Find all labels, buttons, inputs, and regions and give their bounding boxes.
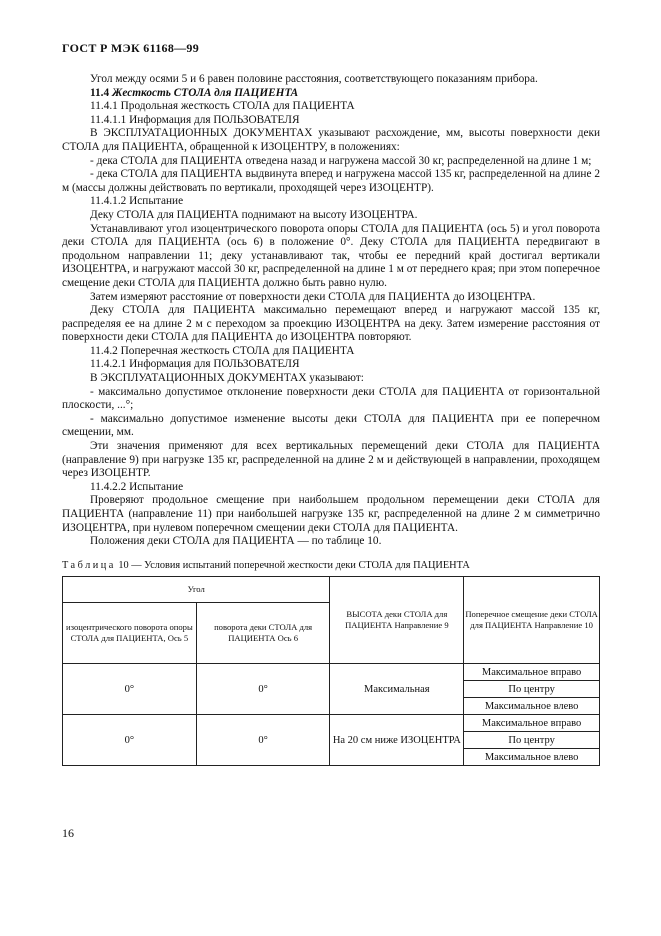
list-item: - дека СТОЛА для ПАЦИЕНТА отведена назад и нагружена массой 30 кг, распределенной на длине 1 м; [90,154,592,167]
cell-shift: Максимальное вправо [464,715,600,732]
paragraph: В ЭКСПЛУАТАЦИОННЫХ ДОКУМЕНТАХ указывают: [90,372,364,385]
subsection-heading: 11.4.1.2 Испытание [90,195,184,208]
section-heading [62,87,600,101]
paragraph: Затем измеряют расстояние от поверхности деки СТОЛА для ПАЦИЕНТА до ИЗОЦЕНТРА. [90,290,536,303]
conditions-table [62,576,600,766]
paragraph: Положения деки СТОЛА для ПАЦИЕНТА — по таблице 10. [90,535,382,548]
cell-axis6: 0° [196,664,330,715]
paragraph: Угол между осями 5 и 6 равен половине расстояния, соответствующего показаниям прибора. [90,73,538,85]
section-number: 11.4 [90,86,110,99]
table-row [63,715,600,732]
subsection-heading: 11.4.2.1 Информация для ПОЛЬЗОВАТЕЛЯ [90,358,300,371]
section-title: Жесткость СТОЛА для ПАЦИЕНТА [111,86,299,99]
paragraph: Эти значения применяют для всех вертикальных перемещений деки СТОЛА для ПАЦИЕНТА (направление 9) при нагрузке 135 кг, распределенной на длине 2 м и действующей в направлении, проходящем через ИЗОЦЕНТР. [62,440,600,480]
header-shift: Поперечное смещение деки СТОЛА для ПАЦИЕНТА Направление 10 [464,577,600,664]
list-item: - максимально допустимое отклонение поверхности деки СТОЛА для ПАЦИЕНТА от горизонтальной плоскости, ...°; [62,385,600,412]
cell-shift: Максимальное влево [464,749,600,766]
cell-height: Максимальная [330,664,464,715]
paragraph: Устанавливают угол изоцентрического поворота опоры СТОЛА для ПАЦИЕНТА (ось 5) и угол поворота деки СТОЛА для ПАЦИЕНТА (ось 6) в положение 0°. Деку СТОЛА для ПАЦИЕНТА передвигают в продольном направлении 11; деку устанавливают так, чтобы ее передний край достигал вертикали ИЗОЦЕНТРА, и нагружают массой 30 кг, распределенной на длине 1 м от переднего края; при этом поперечное смещение деки СТОЛА для ПАЦИЕНТА должно быть равно нулю. [62,222,600,289]
subsection-heading: 11.4.1.1 Информация для ПОЛЬЗОВАТЕЛЯ [90,113,300,126]
document-header: ГОСТ Р МЭК 61168—99 [62,41,200,55]
paragraph: В ЭКСПЛУАТАЦИОННЫХ ДОКУМЕНТАХ указывают расхождение, мм, высоты поверхности деки СТОЛА для ПАЦИЕНТА, обращенной к ИЗОЦЕНТРУ, в положениях: [62,127,600,153]
page-number: 16 [62,826,74,840]
paragraph: Деку СТОЛА для ПАЦИЕНТА поднимают на высоту ИЗОЦЕНТРА. [90,208,418,221]
table-row [63,664,600,681]
header-height: ВЫСОТА деки СТОЛА для ПАЦИЕНТА Направление 9 [330,577,464,664]
subsection-heading: 11.4.2.2 Испытание [90,480,184,493]
table-caption [62,560,602,571]
list-item: - максимально допустимое изменение высоты деки СТОЛА для ПАЦИЕНТА при ее поперечном смещении, мм. [62,412,600,439]
subsection-heading: 11.4.1 Продольная жесткость СТОЛА для ПАЦИЕНТА [90,100,355,113]
header-angle: Угол [63,577,330,603]
header-axis5: изоцентрического поворота опоры СТОЛА для ПАЦИЕНТА, Ось 5 [63,603,197,664]
subsection-heading: 11.4.2 Поперечная жесткость СТОЛА для ПАЦИЕНТА [90,344,355,357]
table-caption-text: 10 — Условия испытаний поперечной жесткости деки СТОЛА для ПАЦИЕНТА [118,560,470,571]
cell-shift: Максимальное влево [464,698,600,715]
table-caption-word: Таблица [62,560,116,571]
document-body [62,73,600,549]
cell-height: На 20 см ниже ИЗОЦЕНТРА [330,715,464,766]
cell-axis5: 0° [63,664,197,715]
header-axis6: поворота деки СТОЛА для ПАЦИЕНТА Ось 6 [196,603,330,664]
cell-shift: По центру [464,732,600,749]
paragraph: Проверяют продольное смещение при наибольшем продольном перемещении деки СТОЛА для ПАЦИЕНТА (направление 11) при наибольшей нагрузке 135 кг, распределенной на длине 2 м симметрично ИЗОЦЕНТРА, при нулевом поперечном смещении деки СТОЛА для ПАЦИЕНТА. [62,494,600,534]
cell-shift: Максимальное вправо [464,664,600,681]
cell-shift: По центру [464,681,600,698]
cell-axis6: 0° [196,715,330,766]
list-item: - дека СТОЛА для ПАЦИЕНТА выдвинута вперед и нагружена массой 135 кг, распределенной на длине 2 м (массы должны действовать по вертикали, проходящей через ИЗОЦЕНТР). [62,168,600,194]
table-header-row [63,577,600,603]
cell-axis5: 0° [63,715,197,766]
paragraph: Деку СТОЛА для ПАЦИЕНТА максимально перемещают вперед и нагружают массой 135 кг, распределяя ее на длине 2 м с переходом за проекцию ИЗОЦЕНТРА на деку. Затем измерение расстояния от поверхности деки СТОЛА для ПАЦИЕНТА до ИЗОЦЕНТРА повторяют. [62,304,600,344]
